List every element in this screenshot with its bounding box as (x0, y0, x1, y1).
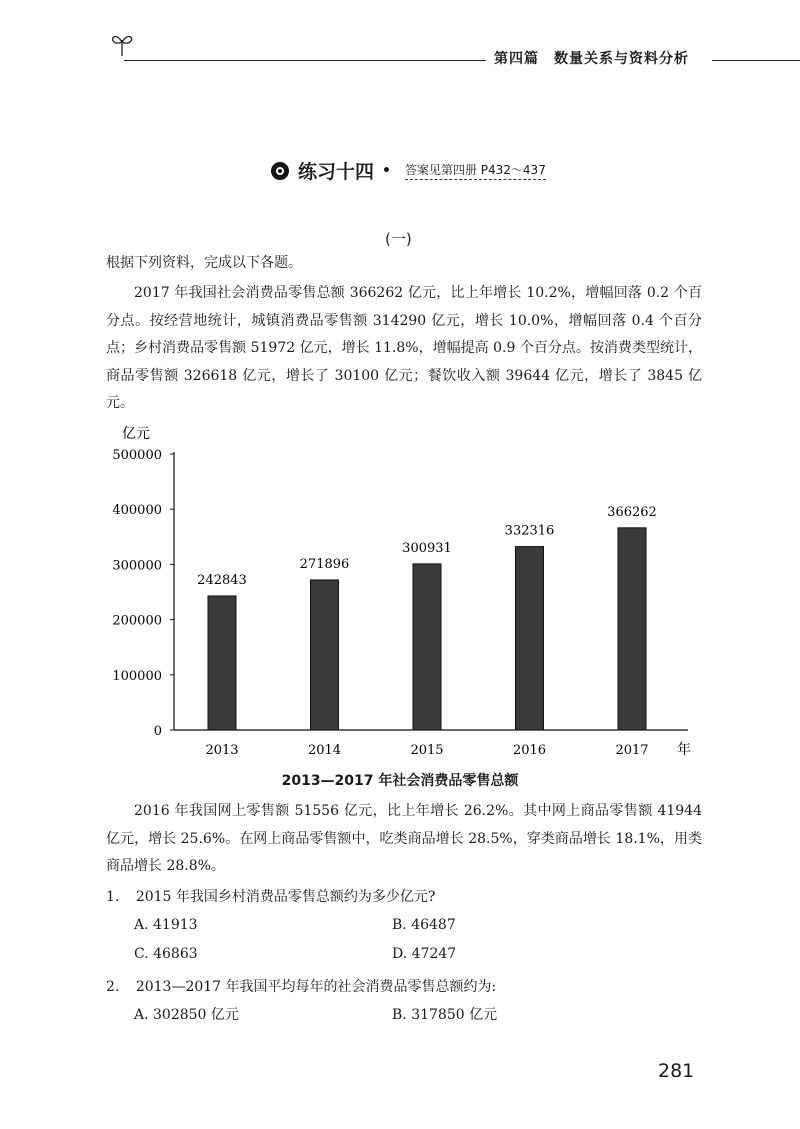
option-d[interactable]: D. 47247 (392, 946, 457, 962)
option-b[interactable]: B. 46487 (392, 917, 456, 933)
y-tick-label: 200000 (112, 613, 162, 629)
data-label-2013: 242843 (197, 572, 247, 588)
data-label-2017: 366262 (607, 504, 657, 520)
option-a[interactable]: A. 302850 亿元 (134, 1007, 239, 1023)
bar-2015 (413, 564, 441, 730)
option-a[interactable]: A. 41913 (134, 917, 198, 933)
x-axis-unit-label: 年 (677, 742, 691, 758)
answer-reference: 答案见第四册 P432～437 (405, 161, 546, 180)
flower-icon (270, 161, 290, 181)
header-rule-right (712, 60, 800, 61)
x-tick-label: 2017 (615, 743, 649, 758)
question-1 (106, 886, 435, 906)
intro-text: 根据下列资料，完成以下各题。 (106, 255, 302, 271)
question-text: 2013—2017 年我国平均每年的社会消费品零售总额约为: (135, 979, 497, 995)
bar-2014 (311, 580, 339, 730)
y-tick-label: 500000 (112, 448, 162, 463)
data-label-2016: 332316 (504, 523, 555, 539)
header-section-title: 第四篇 数量关系与资料分析 (494, 51, 689, 67)
paragraph-retail-2017: 2017 年我国社会消费品零售总额 366262 亿元，比上年增长 10.2%，增幅回落 0.2 个百分点。按经营地统计，城镇消费品零售额 314290 亿元，增长 10.0%，增幅回落 0.4 个百分点；乡村消费品零售额 51972 亿元，增长 11.8%，增幅提高 0.9 个百分点。按消费类型统计，商品零售额 326618 亿元，增长了 30100 亿元；餐饮收入额 39644 亿元，增长了 3845 亿元。 (106, 285, 702, 411)
y-axis-unit-label: 亿元 (122, 426, 150, 442)
bullet-dot: • (382, 162, 391, 179)
question-text: 2015 年我国乡村消费品零售总额约为多少亿元? (135, 889, 436, 905)
question-number: 1. (106, 889, 120, 905)
exercise-title (270, 157, 546, 184)
exercise-title-text: 练习十四 (298, 161, 375, 183)
y-tick-label: 0 (153, 724, 162, 739)
x-tick-label: 2016 (512, 743, 547, 758)
header-rule-left (124, 60, 486, 61)
x-tick-label: 2015 (410, 743, 444, 758)
section-label: (一) (385, 230, 412, 248)
bar-chart (0, 420, 800, 770)
bar-2016 (516, 547, 544, 730)
bar-2013 (208, 596, 236, 730)
option-b[interactable]: B. 317850 亿元 (392, 1007, 498, 1023)
y-tick-label: 300000 (112, 558, 162, 574)
option-c[interactable]: C. 46863 (134, 946, 198, 962)
x-tick-label: 2014 (307, 743, 342, 758)
sprout-icon (108, 30, 136, 58)
y-tick-label: 100000 (112, 668, 162, 684)
y-tick-label: 400000 (112, 503, 162, 519)
paragraph-online-2016: 2016 年我国网上零售额 51556 亿元，比上年增长 26.2%。其中网上商品零售额 41944 亿元，增长 25.6%。在网上商品零售额中，吃类商品增长 28.5%，穿类商品增长 18.1%，用类商品增长 28.8%。 (106, 803, 702, 874)
question-number: 2. (106, 979, 120, 995)
x-tick-label: 2013 (205, 743, 239, 758)
question-2 (106, 976, 496, 996)
data-label-2015: 300931 (402, 540, 452, 556)
data-label-2014: 271896 (299, 556, 350, 572)
chart-title: 2013—2017 年社会消费品零售总额 (281, 773, 519, 789)
page-number: 281 (658, 1060, 695, 1082)
bar-2017 (618, 528, 646, 730)
